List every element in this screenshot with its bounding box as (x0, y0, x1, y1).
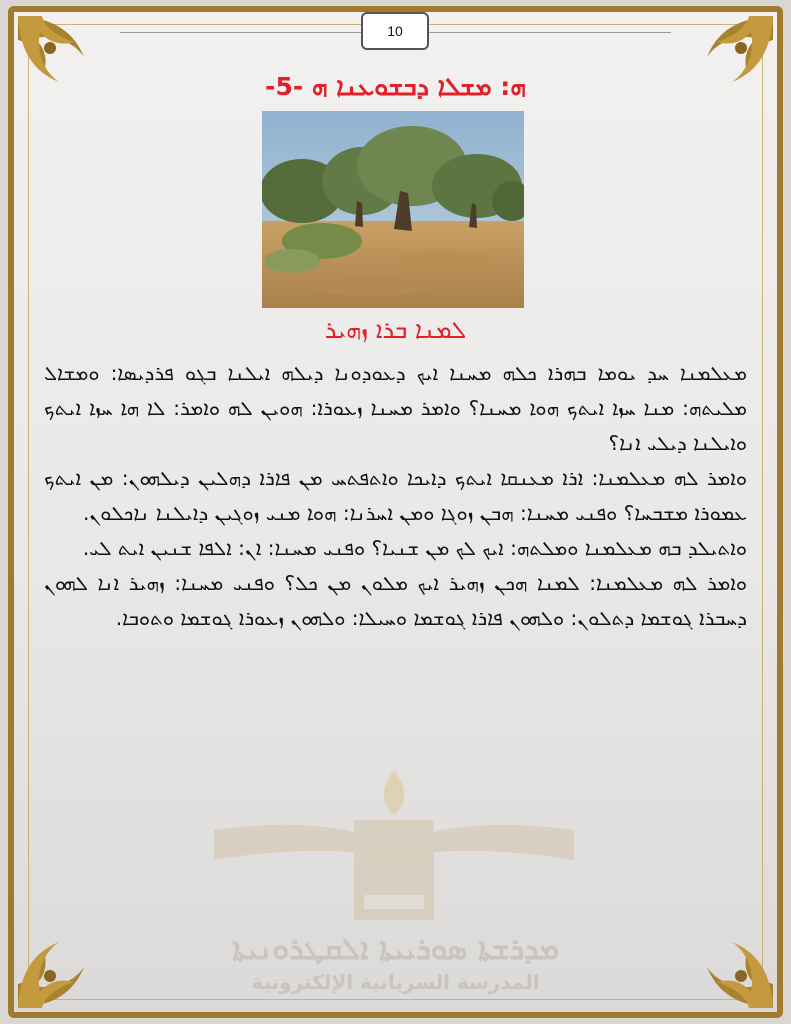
olive-trees-photo (262, 111, 524, 308)
school-emblem-watermark (204, 760, 584, 930)
story-title: ܠܡܢܐ ܒܪܐ ܙܗܝܪ (324, 316, 467, 344)
page-number: 10 (361, 12, 429, 50)
story-body (44, 356, 747, 636)
watermark-arabic: المدرسة السريانية الإلكترونية (251, 970, 540, 994)
watermark-syriac: ܡܕܪܫܬܐ ܣܘܪܝܝܬܐ ܐܠܩܛܪܘܢܝܬܐ (232, 932, 559, 967)
story-paragraph: ܘܐܡܪ ܠܗ ܡܥܠܡܢܐ: ܐܪܐ ܡܥܢܩܐ ܐܝܬܟ ܕܐܝܟܐ ܘܐܬܦܬܚ ܡܢ ܦܐܪܐ ܕܗܠܝܢ ܕܝܠܗܘܢ: ܡܢ ܐܝܬܟ ܥܡܘܪܐ ܡܫܒܚܐ؟ ܘܦܢܝ ܡܚܢܐ: ܗܒܢ ܙܘܓܐ ܘܡܢ ܐܚܪܢܐ: ܗܘܐ ܡܢܝ ܙܘܓܝܢ ܕܐܝܠܢܐ ܢܐܟܠܘܢ. (44, 466, 747, 525)
story-paragraph: ܘܐܡܪ ܠܗ ܡܥܠܡܢܐ: ܠܡܢܐ ܗܟܢ ܙܗܝܪ ܐܝܟ ܡܠܘܢ ܡܢ ܟܠ؟ ܘܦܢܝ ܡܚܢܐ: ܙܗܝܪ ܐܢܐ ܠܗܘܢ ܕܚܒܪܐ ܓܘܫܡܐ ܕܬܠܘܢ: ܘܠܗܘܢ ܦܐܪܐ ܓܘܫܡܐ ܘܚܝܠܐ: ܘܠܗܘܢ ܙܥܘܪܐ ܓܘܫܡܐ ܘܬܘܒܐ. (44, 571, 747, 630)
story-paragraph: ܘܐܬܝܠܕ ܒܗ ܡܥܠܡܢܐ ܘܡܠܬܗ: ܐܝܟ ܠܟ ܡܢ ܫܢܝܐ؟ ܘܦܢܝ ܡܚܢܐ: ܐܢ: ܐܠܦܐ ܫܢܝܢ ܐܝܬ ܠܝ. (82, 536, 747, 560)
lesson-title: ܗ: ܡܫܠܐ ܕܒܫܘܥܢܐ ܗ -5- (265, 72, 526, 101)
story-paragraph: ܡܥܠܡܢܐ ܚܕ ܝܘܡܐ ܒܗܪܐ ܟܠܗ ܡܚܢܐ ܐܝܟ ܕܥܘܕܘܢܐ ܕܝܠܗ ܐܝܠܢܐ ܒܓܘ ܦܪܕܝܣܐ: ܘܡܫܐܠ ܡܠܝܬܗ: ܡܢܐ ܚܙܐ ܐܝܬܟ ܗܘܐ ܡܚܢܐ؟ ܘܐܡܪ ܡܚܢܐ ܙܥܘܪܐ: ܗܘܝܢ ܠܗ ܘܐܡܪ: ܠܐ ܗܐ ܚܙܐ ܐܝܬܟ ܘܐܝܠܢܐ ܕܝܠܝ ܐܢܐ؟ (44, 361, 747, 455)
